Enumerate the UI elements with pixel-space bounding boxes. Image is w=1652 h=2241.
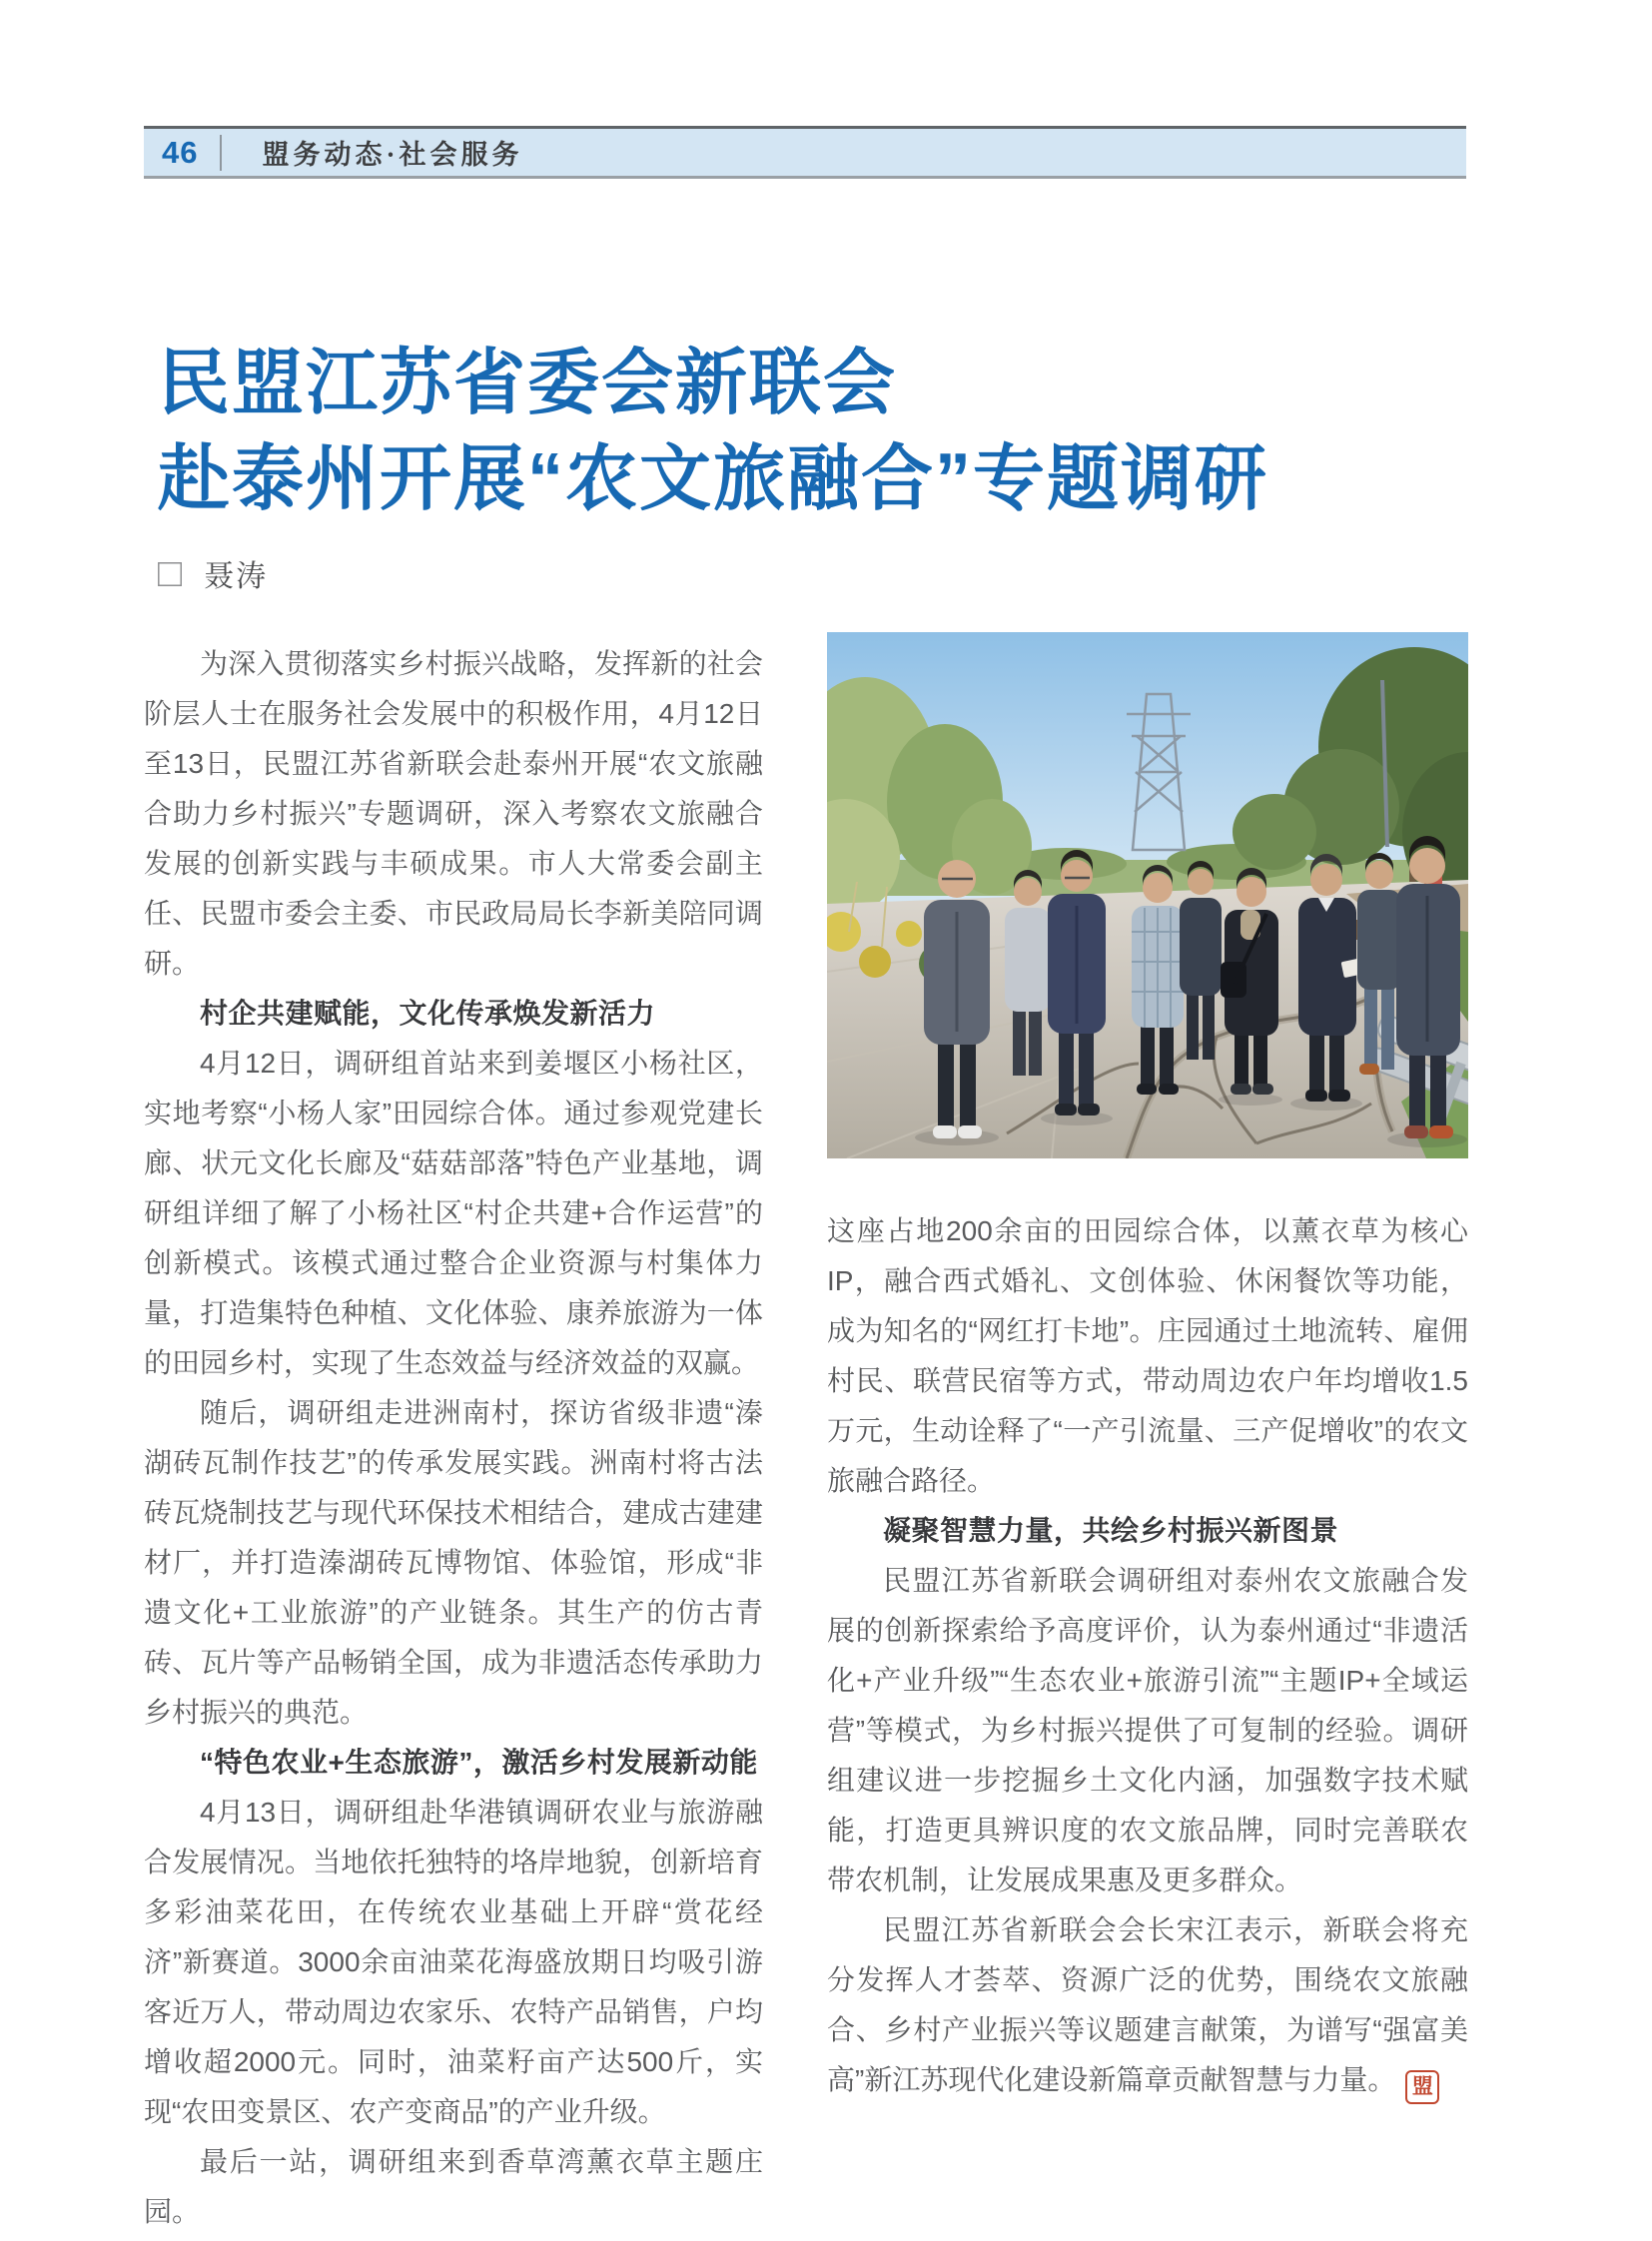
body-paragraph: 4月12日，调研组首站来到姜堰区小杨社区，实地考察“小杨人家”田园综合体。通过参观党建长廊、状元文化长廊及“菇菇部落”特色产业基地，调研组详细了解了小杨社区“村企共建+合作运营”的创新模式。该模式通过整合企业资源与村集体力量，打造集特色种植、文化体验、康养旅游为一体的田园乡村，实现了生态效益与经济效益的双赢。 xyxy=(144,1048,763,1378)
article-title xyxy=(158,336,1268,527)
body-paragraph: 随后，调研组走进洲南村，探访省级非遗“溱湖砖瓦制作技艺”的传承发展实践。洲南村将古法砖瓦烧制技艺与现代环保技术相结合，建成古建建材厂，并打造溱湖砖瓦博物馆、体验馆，形成“非遗文化+工业旅游”的产业链条。其生产的仿古青砖、瓦片等产品畅销全国，成为非遗活态传承助力乡村振兴的典范。 xyxy=(144,1397,763,1728)
author-line xyxy=(158,551,268,595)
section-subhead: “特色农业+生态旅游”，激活乡村发展新动能 xyxy=(200,1747,758,1778)
section-subhead: 村企共建赋能，文化传承焕发新活力 xyxy=(200,998,656,1029)
page-header xyxy=(144,126,1466,179)
article-photo xyxy=(827,632,1468,1158)
left-column xyxy=(144,639,763,2237)
right-column xyxy=(827,1206,1468,2105)
section-subhead: 凝聚智慧力量，共绘乡村振兴新图景 xyxy=(883,1515,1339,1546)
body-paragraph: 为深入贯彻落实乡村振兴战略，发挥新的社会阶层人士在服务社会发展中的积极作用，4月12日至13日，民盟江苏省新联会赴泰州开展“农文旅融合助力乡村振兴”专题调研，深入考察农文旅融合发展的创新实践与丰硕成果。市人大常委会副主任、民盟市委会主委、市民政局局长李新美陪同调研。 xyxy=(144,648,763,979)
header-divider xyxy=(220,135,222,171)
body-paragraph: 这座占地200余亩的田园综合体，以薰衣草为核心IP，融合西式婚礼、文创体验、休闲餐饮等功能，成为知名的“网红打卡地”。庄园通过土地流转、雇佣村民、联营民宿等方式，带动周边农户年均增收1.5万元，生动诠释了“一产引流量、三产促增收”的农文旅融合路径。 xyxy=(827,1215,1468,1496)
section-title: 盟务动态·社会服务 xyxy=(262,140,523,170)
article-title-line2: 赴泰州开展“农文旅融合”专题调研 xyxy=(158,439,1269,519)
photo-illustration xyxy=(827,632,1468,1158)
body-paragraph: 民盟江苏省新联会调研组对泰州农文旅融合发展的创新探索给予高度评价，认为泰州通过“非遗活化+产业升级”“生态农业+旅游引流”“主题IP+全域运营”等模式，为乡村振兴提供了可复制的经验。调研组建议进一步挖掘乡土文化内涵，加强数字技术赋能，打造更具辨识度的农文旅品牌，同时完善联农带农机制，让发展成果惠及更多群众。 xyxy=(827,1565,1468,1895)
article-title-line1: 民盟江苏省委会新联会 xyxy=(158,344,898,423)
author-marker: □ xyxy=(158,551,183,595)
author-name: 聂涛 xyxy=(204,560,269,593)
page-number: 46 xyxy=(162,134,199,170)
body-paragraph: 民盟江苏省新联会会长宋江表示，新联会将充分发挥人才荟萃、资源广泛的优势，围绕农文旅融合、乡村产业振兴等议题建言献策，为谱写“强富美高”新江苏现代化建设新篇章贡献智慧与力量。 盟 xyxy=(827,1905,1468,2105)
league-end-seal-icon: 盟 xyxy=(1405,2070,1439,2104)
body-paragraph: 4月13日，调研组赴华港镇调研农业与旅游融合发展情况。当地依托独特的垎岸地貌，创新培育多彩油菜花田，在传统农业基础上开辟“赏花经济”新赛道。3000余亩油菜花海盛放期日均吸引游客近万人，带动周边农家乐、农特产品销售，户均增收超2000元。同时，油菜籽亩产达500斤，实现“农田变景区、农产变商品”的产业升级。 xyxy=(144,1797,763,2127)
body-paragraph: 最后一站，调研组来到香草湾薰衣草主题庄园。 xyxy=(144,2146,763,2227)
